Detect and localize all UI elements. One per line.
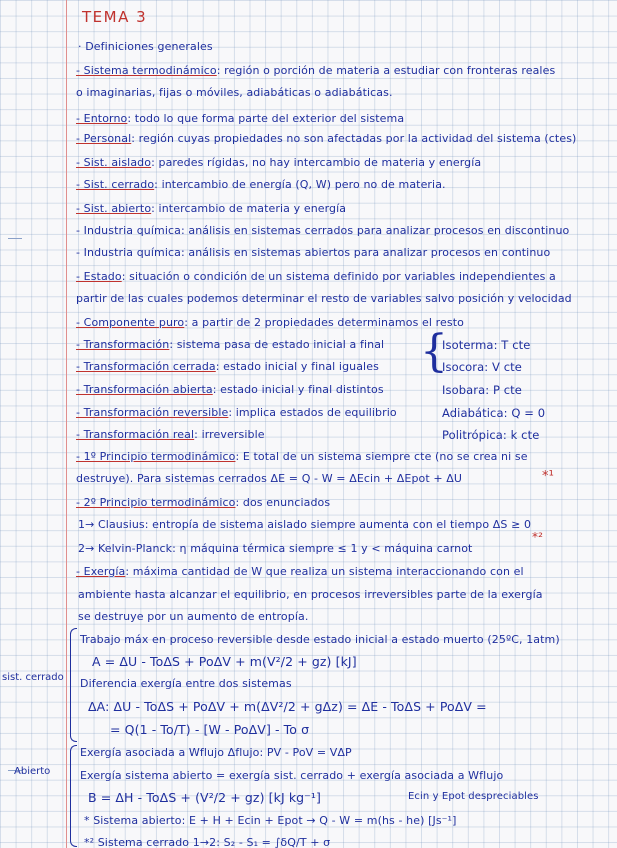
note-term: - Transformación reversible [76, 406, 229, 419]
note-line [76, 338, 384, 352]
note-line [76, 202, 346, 216]
note-line [76, 428, 265, 442]
note-line [76, 132, 576, 146]
transform-type-item: Politrópica: k cte [442, 428, 540, 442]
note-line [76, 496, 330, 510]
note-text: : intercambio de materia y energía [151, 202, 347, 215]
note-line [76, 156, 481, 170]
note-term: - Exergía [76, 565, 126, 578]
note-text: A = ΔU - ToΔS + PoΔV + m(V²/2 + gz) [kJ] [92, 654, 357, 669]
star-note-2: *² [532, 530, 544, 544]
note-line [76, 178, 446, 192]
note-text: ambiente hasta alcanzar el equilibrio, en procesos irreversibles parte de la exergía [78, 588, 543, 601]
bracket-abierto [70, 745, 77, 847]
page-title: TEMA 3 [82, 8, 148, 26]
note-line [92, 655, 357, 669]
note-line [78, 40, 213, 54]
note-term: - Entorno [76, 112, 128, 125]
note-line [88, 791, 321, 805]
note-text: partir de las cuales podemos determinar el resto de variables salvo posición y velocidad [76, 292, 572, 305]
note-text: 1→ Clausius: entropía de sistema aislado siempre aumenta con el tiempo ΔS ≥ 0 [78, 518, 532, 531]
note-text: Trabajo máx en proceso reversible desde estado inicial a estado muerto (25ºC, 1atm) [80, 633, 560, 646]
note-text: o imaginarias, fijas o móviles, adiabáticas o adiabáticas. [76, 86, 393, 99]
note-line [80, 677, 292, 691]
note-text: : dos enunciados [235, 496, 331, 509]
note-text: : E total de un sistema siempre cte (no se crea ni se [235, 450, 528, 463]
note-text: se destruye por un aumento de entropía. [78, 610, 309, 623]
note-line [84, 814, 456, 828]
transform-type-item: Isoterma: T cte [442, 338, 531, 352]
note-text: destruye). Para sistemas cerrados ΔE = Q - W = ΔEcin + ΔEpot + ΔU [76, 472, 463, 485]
note-term: - 2º Principio termodinámico [76, 496, 236, 509]
note-line [76, 112, 404, 126]
note-line [76, 360, 379, 374]
note-text: : sistema pasa de estado inicial a final [169, 338, 385, 351]
note-text: : intercambio de energía (Q, W) pero no de materia. [154, 178, 446, 191]
note-line [76, 383, 384, 397]
note-line [76, 224, 569, 238]
note-line [76, 316, 464, 330]
note-text: : estado inicial y final iguales [215, 360, 379, 373]
note-term: - Sist. aislado [76, 156, 152, 169]
transform-type-item: Adiabática: Q = 0 [442, 406, 546, 420]
note-line [76, 472, 462, 486]
note-line [80, 769, 503, 783]
note-text: Exergía sistema abierto = exergía sist. cerrado + exergía asociada a Wflujo [80, 769, 504, 782]
note-line [80, 746, 352, 760]
note-text: - Industria química: análisis en sistemas cerrados para analizar procesos en discontinuo [76, 224, 570, 237]
side-label-abierto: Abierto [14, 766, 51, 777]
note-term: - Transformación real [76, 428, 195, 441]
note-term: - Sistema termodinámico [76, 64, 217, 77]
note-term: - Componente puro [76, 316, 185, 329]
note-text: = Q(1 - To/T) - [W - PoΔV] - To σ [110, 722, 310, 737]
note-text: : irreversible [194, 428, 265, 441]
note-text: : región cuyas propiedades no son afectadas por la actividad del sistema (ctes) [131, 132, 577, 145]
note-line [88, 700, 487, 714]
note-text: : situación o condición de un sistema definido por variables independientes a [121, 270, 556, 283]
note-text: *² Sistema cerrado 1→2: S₂ - S₁ = ∫δQ/T + σ [84, 836, 331, 848]
margin-line [66, 0, 67, 848]
note-text: Diferencia exergía entre dos sistemas [80, 677, 292, 690]
note-term: - Sist. abierto [76, 202, 152, 215]
side-label-cerrado: sist. cerrado [2, 672, 64, 683]
transform-type-item: Isocora: V cte [442, 360, 522, 374]
note-text: 2→ Kelvin-Planck: η máquina térmica siempre ≤ 1 y < máquina carnot [78, 542, 473, 555]
note-term: - 1º Principio termodinámico [76, 450, 236, 463]
note-term: - Sist. cerrado [76, 178, 155, 191]
note-text: : máxima cantidad de W que realiza un sistema interaccionando con el [125, 565, 524, 578]
note-line [76, 565, 524, 579]
note-term: - Transformación [76, 338, 170, 351]
note-line [78, 588, 543, 602]
curly-brace: { [420, 326, 448, 377]
note-text: - Industria química: análisis en sistemas abiertos para analizar procesos en continuo [76, 246, 551, 259]
note-text: : estado inicial y final distintos [212, 383, 384, 396]
note-text: Exergía asociada a Wflujo Δflujo: PV - PoV = VΔP [80, 746, 352, 759]
ecin-note: Ecin y Epot despreciables [408, 791, 539, 802]
note-text: * Sistema abierto: E + H + Ecin + Epot → Q - W = m(hs - he) [Js⁻¹] [84, 814, 457, 827]
note-line [76, 406, 397, 420]
note-line [78, 542, 472, 556]
note-line [76, 270, 556, 284]
note-line [76, 86, 393, 100]
note-term: - Personal [76, 132, 132, 145]
note-line [76, 64, 555, 78]
note-line [76, 450, 528, 464]
note-line [76, 246, 550, 260]
note-line [110, 723, 309, 737]
note-term: - Transformación abierta [76, 383, 213, 396]
bracket-cerrado [70, 628, 77, 742]
star-note-1: *¹ [542, 469, 554, 484]
note-line [84, 836, 330, 848]
note-text: · Definiciones generales [78, 40, 213, 53]
note-term: - Transformación cerrada [76, 360, 216, 373]
margin-tick [8, 238, 22, 239]
note-text: B = ΔH - ToΔS + (V²/2 + gz) [kJ kg⁻¹] [88, 790, 321, 805]
note-text: : a partir de 2 propiedades determinamos el resto [184, 316, 464, 329]
note-text: : paredes rígidas, no hay intercambio de materia y energía [151, 156, 482, 169]
note-line [78, 518, 531, 532]
note-text: : región o porción de materia a estudiar con fronteras reales [216, 64, 556, 77]
transform-type-item: Isobara: P cte [442, 383, 522, 397]
note-line [78, 610, 308, 624]
note-term: - Estado [76, 270, 122, 283]
note-text: : todo lo que forma parte del exterior del sistema [127, 112, 405, 125]
note-line [80, 633, 560, 647]
note-text: ΔA: ΔU - ToΔS + PoΔV + m(ΔV²/2 + gΔz) = ΔE - ToΔS + PoΔV = [88, 699, 487, 714]
note-text: : implica estados de equilibrio [228, 406, 397, 419]
note-line [76, 292, 572, 306]
